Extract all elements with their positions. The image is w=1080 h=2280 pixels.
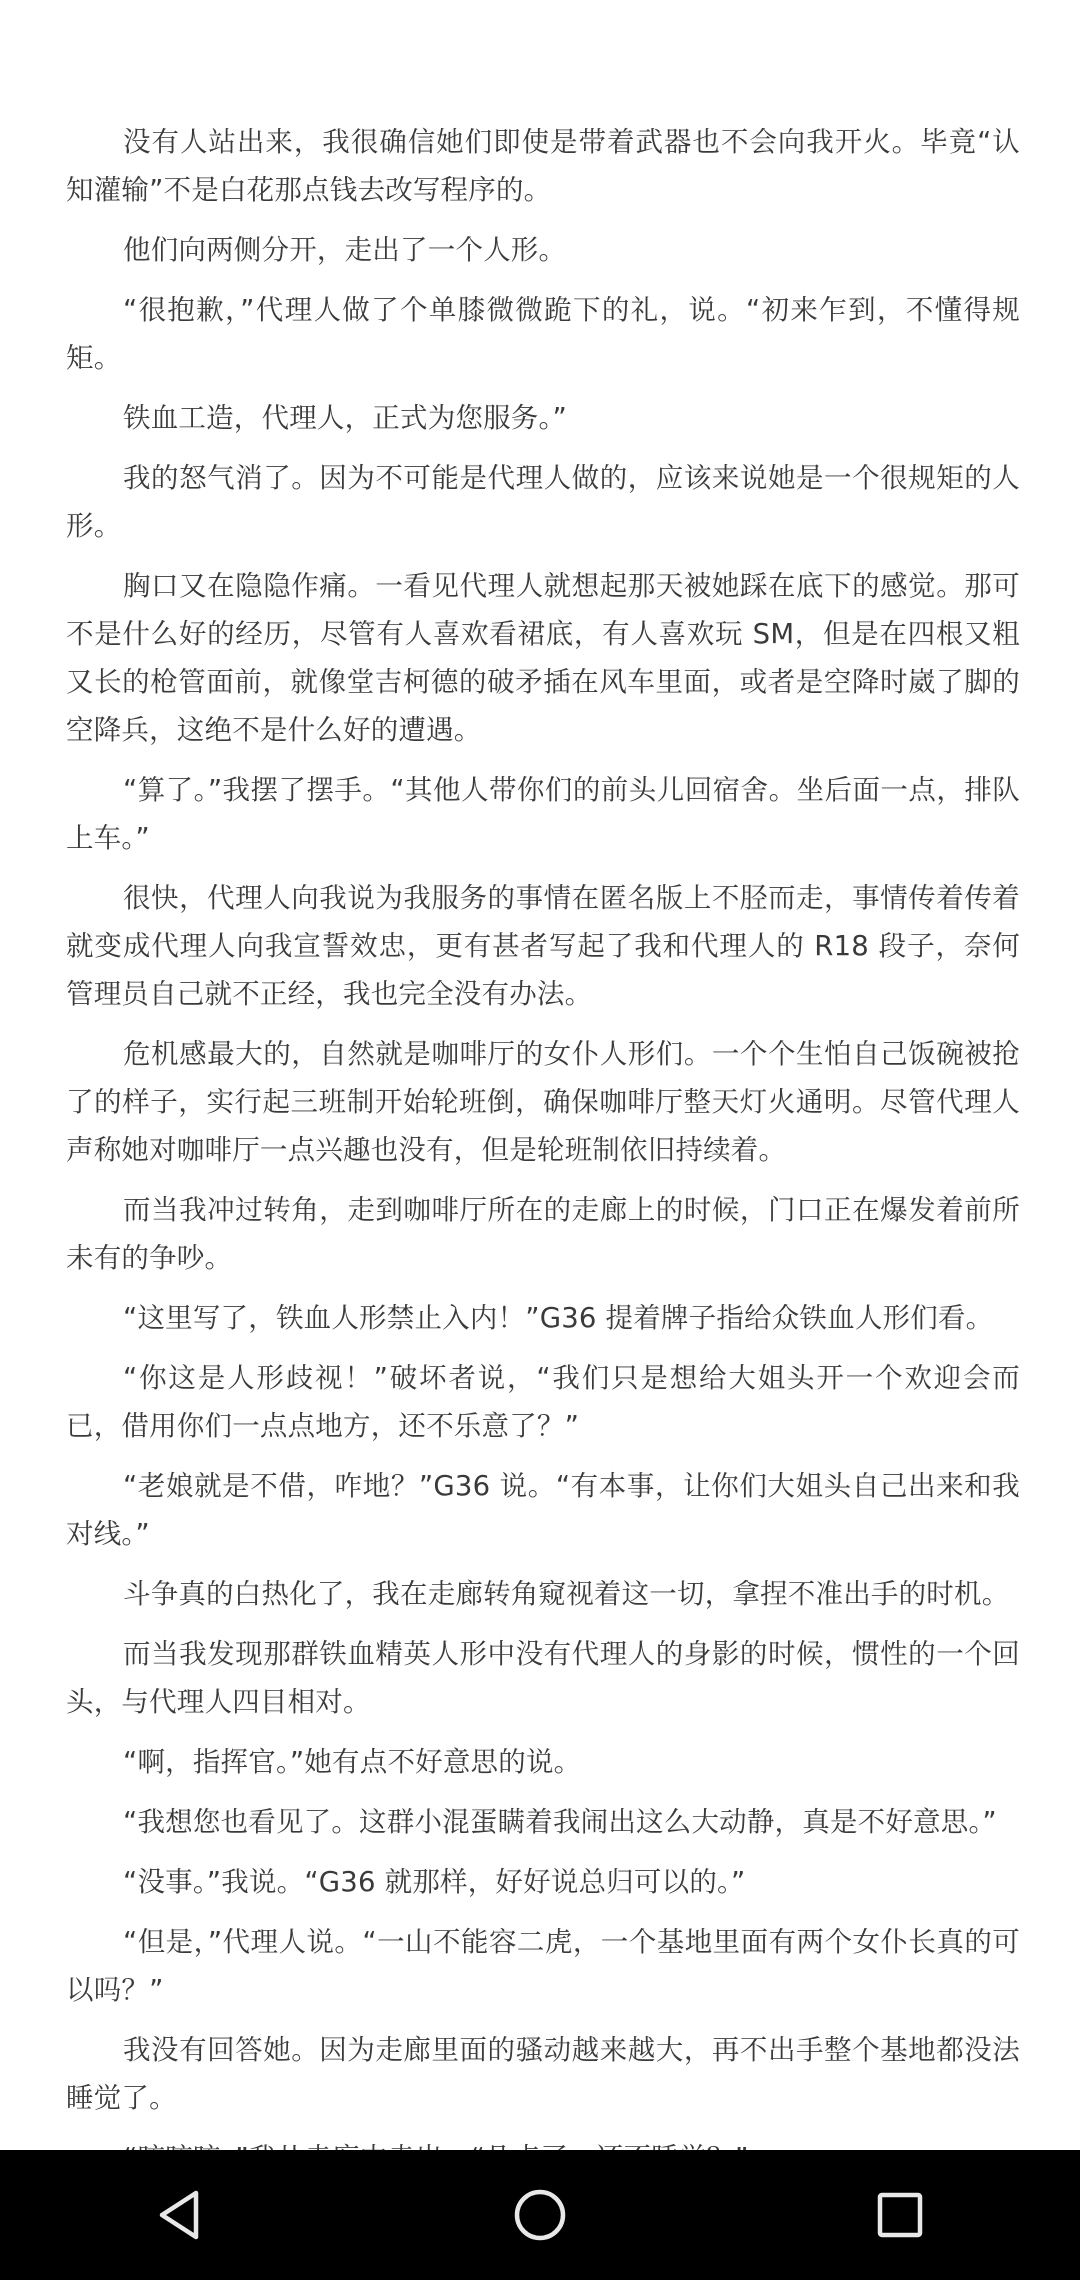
- paragraph-3: “很抱歉，”代理人做了个单膝微微跪下的礼，说。“初来乍到，不懂得规矩。: [66, 294, 1020, 374]
- paragraph-8: 很快，代理人向我说为我服务的事情在匿名版上不胫而走，事情传着传着就变成代理人向我宣誓效忠，更有甚者写起了我和代理人的 R18 段子，奈何管理员自己就不正经，我也完全没有办法。: [66, 882, 1020, 1010]
- paragraph-5: 我的怒气消了。因为不可能是代理人做的，应该来说她是一个很规矩的人形。: [66, 462, 1020, 542]
- paragraph-6: 胸口又在隐隐作痛。一看见代理人就想起那天被她踩在底下的感觉。那可不是什么好的经历，尽管有人喜欢看裙底，有人喜欢玩 SM，但是在四根又粗又长的枪管面前，就像堂吉柯德的破矛插在风车里面，或者是空降时崴了脚的空降兵，这绝不是什么好的遭遇。: [66, 570, 1020, 746]
- nav-home-button[interactable]: [470, 2160, 610, 2270]
- paragraph-19: “但是，”代理人说。“一山不能容二虎，一个基地里面有两个女仆长真的可以吗？”: [66, 1926, 1020, 2006]
- chapter-text: [66, 118, 1020, 2194]
- paragraph-20: 我没有回答她。因为走廊里面的骚动越来越大，再不出手整个基地都没法睡觉了。: [66, 2034, 1020, 2114]
- paragraph-2: 他们向两侧分开，走出了一个人形。: [123, 234, 567, 266]
- system-navigation-bar: [0, 2150, 1080, 2280]
- nav-back-button[interactable]: [110, 2160, 250, 2270]
- home-circle-icon: [510, 2185, 570, 2245]
- paragraph-9: 危机感最大的，自然就是咖啡厅的女仆人形们。一个个生怕自己饭碗被抢了的样子，实行起三班制开始轮班倒，确保咖啡厅整天灯火通明。尽管代理人声称她对咖啡厅一点兴趣也没有，但是轮班制依旧持续着。: [66, 1038, 1020, 1166]
- back-triangle-icon: [150, 2185, 210, 2245]
- paragraph-15: 而当我发现那群铁血精英人形中没有代理人的身影的时候，惯性的一个回头，与代理人四目相对。: [66, 1638, 1020, 1718]
- paragraph-14: 斗争真的白热化了，我在走廊转角窥视着这一切，拿捏不准出手的时机。: [123, 1578, 1010, 1610]
- paragraph-17: “我想您也看见了。这群小混蛋瞒着我闹出这么大动静，真是不好意思。”: [123, 1806, 997, 1838]
- recents-square-icon: [870, 2185, 930, 2245]
- paragraph-13: “老娘就是不借，咋地？”G36 说。“有本事，让你们大姐头自己出来和我对线。”: [66, 1470, 1020, 1550]
- paragraph-12: “你这是人形歧视！”破坏者说，“我们只是想给大姐头开一个欢迎会而已，借用你们一点点地方，还不乐意了？”: [66, 1362, 1020, 1442]
- paragraph-11: “这里写了，铁血人形禁止入内！”G36 提着牌子指给众铁血人形们看。: [123, 1302, 994, 1334]
- nav-recents-button[interactable]: [830, 2160, 970, 2270]
- paragraph-16: “啊，指挥官。”她有点不好意思的说。: [123, 1746, 582, 1778]
- paragraph-10: 而当我冲过转角，走到咖啡厅所在的走廊上的时候，门口正在爆发着前所未有的争吵。: [66, 1194, 1020, 1274]
- paragraph-4: 铁血工造，代理人，正式为您服务。”: [123, 402, 567, 434]
- paragraph-1: 没有人站出来，我很确信她们即使是带着武器也不会向我开火。毕竟“认知灌输”不是白花那点钱去改写程序的。: [66, 126, 1020, 206]
- paragraph-18: “没事。”我说。“G36 就那样，好好说总归可以的。”: [123, 1866, 746, 1898]
- paragraph-7: “算了。”我摆了摆手。“其他人带你们的前头儿回宿舍。坐后面一点，排队上车。”: [66, 774, 1020, 854]
